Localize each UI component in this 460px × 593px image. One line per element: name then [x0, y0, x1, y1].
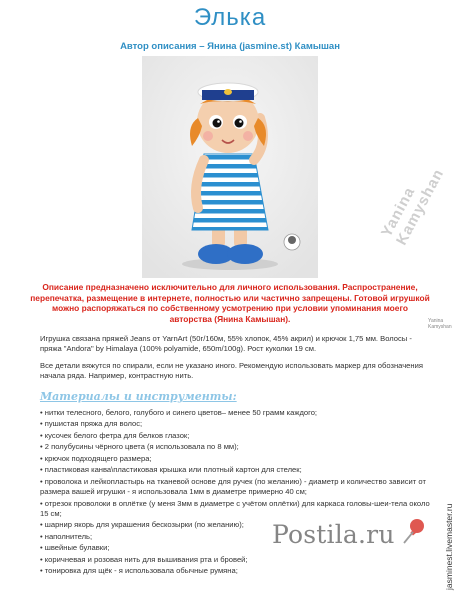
list-item: • коричневая и розовая нить для вышивания рта и бровей;: [40, 554, 248, 564]
list-item: • шарнир якорь для украшения бескозырки (по желанию);: [40, 520, 244, 530]
pushpin-icon: [400, 516, 430, 546]
list-item: • крючок подходящего размера;: [40, 453, 152, 463]
postila-watermark[interactable]: [268, 508, 438, 578]
list-item: • швейные булавки;: [40, 543, 110, 553]
list-item: • 2 полубусины чёрного цвета (я использовала по 8 мм);: [40, 442, 239, 452]
page-title: Элька: [193, 4, 267, 31]
list-item: • пушистая пряжа для волос;: [40, 419, 143, 429]
author-line: Автор описания – Янина (jasmine.st) Камышан: [120, 41, 340, 52]
list-item: • нитки телесного, белого, голубого и синего цветов– менее 50 грамм каждого;: [40, 408, 318, 417]
list-item: • отрезок проволоки в оплётке (у меня 3мм в диаметре с учётом оплётки) для каркаса головы-шеи-тела около 15 см;: [40, 498, 430, 518]
paragraph-spiral: Все детали вяжутся по спирали, если не указано иного. Рекомендую использовать маркер для обозначения начала ряда. Например, контрастную нить.: [40, 361, 423, 380]
photo-watermark: Yanina Kamyshan: [378, 165, 448, 248]
list-item: • пластиковая канва\пластиковая крышка или плотный картон для стелек;: [40, 465, 302, 475]
copyright-notice: Описание предназначено исключительно для личного использования. Распространение, перепечатка, размещение в интернете, полностью или частично запрещены. Готовой игрушкой можно распоряжаться по собственному усмотрению при условии упоминания моего авторства (Янина Камышан).: [30, 282, 430, 324]
list-item: • тонировка для щёк - я использовала обычные румяна;: [40, 566, 238, 576]
list-item: • проволока и лейкопластырь на тканевой основе для ручек (по желанию) - диаметр и количество зависит от размера вашей игрушки - я использовала 1мм в диаметре примерно 40 см;: [40, 476, 426, 497]
paragraph-yarn: Игрушка связана пряжей Jeans от YarnArt (50г/160м, 55% хлопок, 45% акрил) и крючок 1,75 мм. Волосы - пряжа "Andora" by Himalaya (100% polyamide, 650m/100g). Рост куколки 19 см.: [40, 334, 412, 353]
postila-watermark-text: Postila.ru: [272, 520, 395, 549]
photo-logo-caption: Yanina Kamyshan: [428, 318, 452, 330]
doll-illustration: [142, 56, 318, 278]
list-item: • кусочек белого фетра для белков глазок;: [40, 430, 190, 440]
side-site-label: jasminest.livemaster.ru: [444, 503, 454, 590]
list-item: • наполнитель;: [40, 531, 93, 541]
materials-heading: Материалы и инструменты:: [40, 390, 237, 403]
